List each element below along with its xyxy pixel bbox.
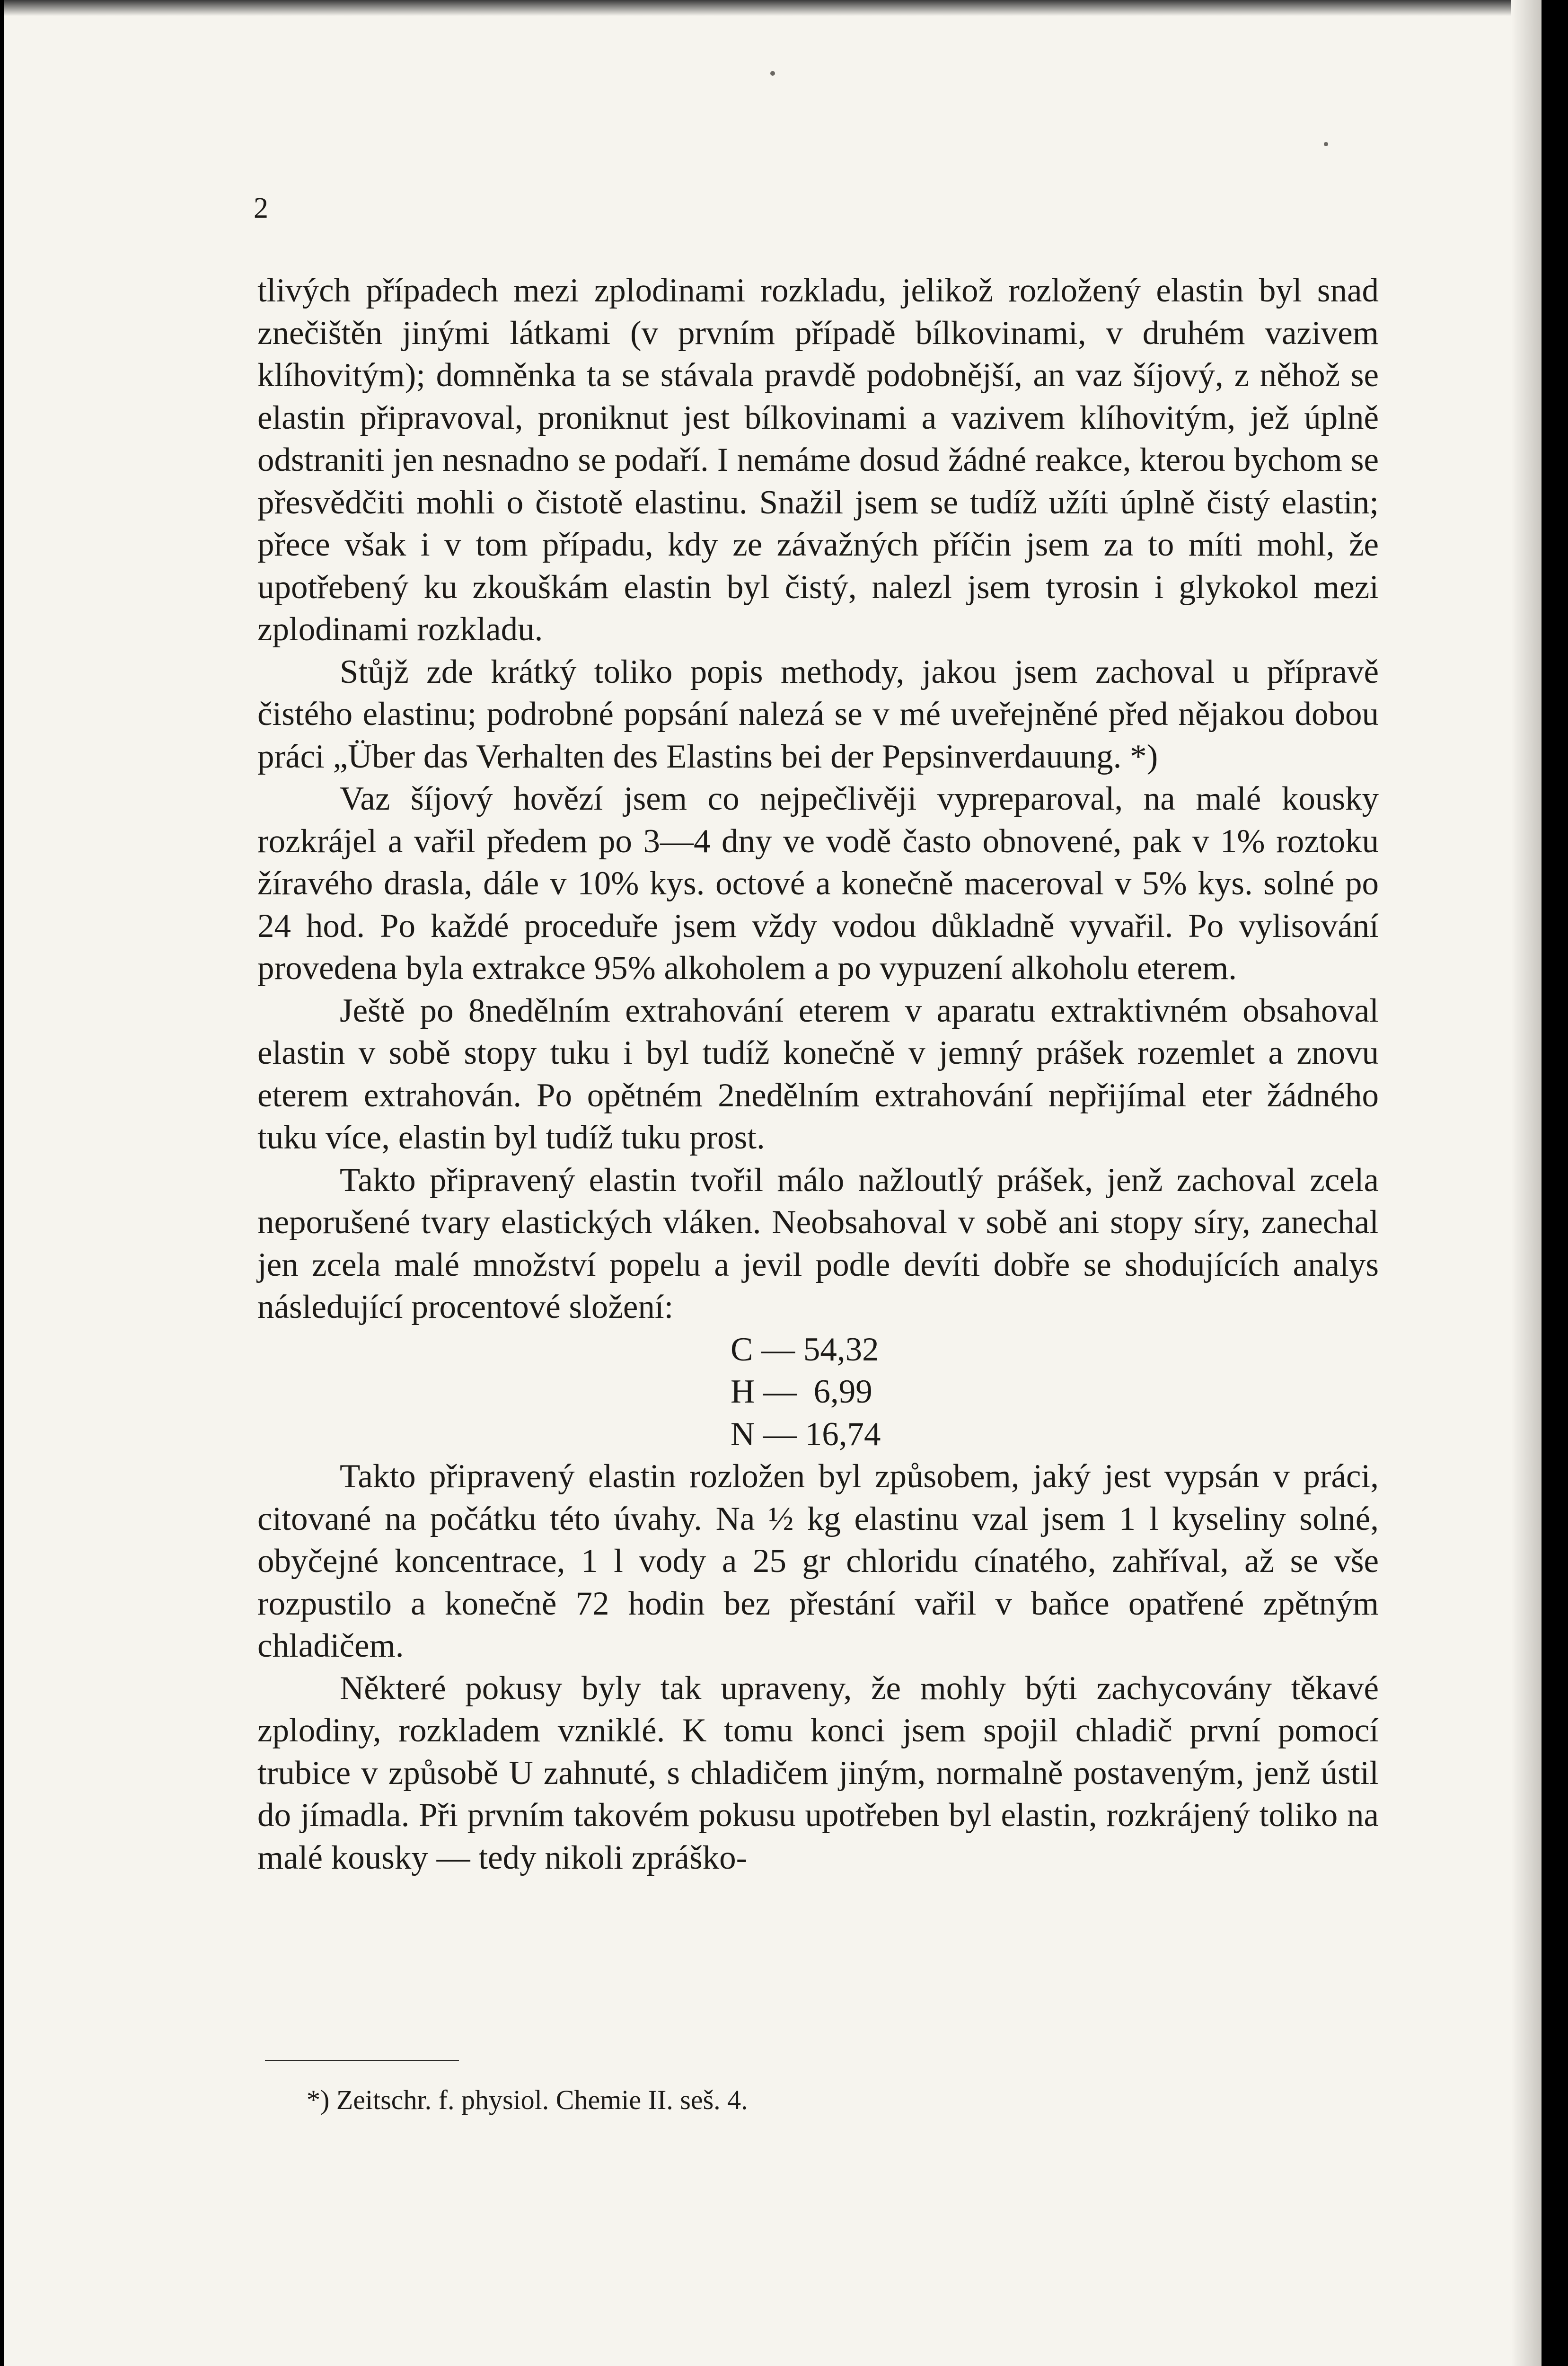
- scanned-page: [4, 0, 1542, 2366]
- scan-shadow-top: [4, 0, 1542, 16]
- scan-shadow-right: [1511, 0, 1542, 2366]
- composition-hydrogen: H — 6,99: [731, 1373, 872, 1410]
- composition-table: [731, 1329, 1014, 1456]
- paragraph: Stůjž zde krátký toliko popis methody, jakou jsem zachoval u přípravě čistého elastinu; podrobné popsání nalezá se v mé uveřejněné před nějakou dobou práci „Über das Verhalten des Elastins bei der Pepsinverdauung. *): [257, 653, 1379, 775]
- paragraph: Vaz šíjový hovězí jsem co nejpečlivěji vypreparoval, na malé kousky rozkrájel a vařil předem po 3—4 dny ve vodě často obnovené, pak v 1% roztoku žíravého drasla, dále v 10% kys. octové a konečně maceroval v 5% kys. solné po 24 hod. Po každé proceduře jsem vždy vodou důkladně vyvařil. Po vylisování provedena byla extrakce 95% alkoholem a po vypuzení alkoholu eterem.: [257, 780, 1379, 987]
- paragraph: Ještě po 8nedělním extrahování eterem v aparatu extraktivném obsahoval elastin v sobě stopy tuku i byl tudíž konečně v jemný prášek rozemlet a znovu eterem extrahován. Po opětném 2nedělním extrahování nepřijímal eter žádného tuku více, elastin byl tudíž tuku prost.: [257, 992, 1379, 1156]
- composition-carbon: C — 54,32: [731, 1331, 879, 1368]
- page-number: 2: [254, 192, 268, 224]
- speck: [1324, 142, 1328, 146]
- footnote: *) Zeitschr. f. physiol. Chemie II. seš. 4.: [307, 2084, 748, 2115]
- body-text: [257, 270, 1379, 1879]
- footnote-divider: [265, 2060, 459, 2061]
- speck: [770, 71, 775, 76]
- paragraph: Některé pokusy byly tak upraveny, že mohly býti zachycovány těkavé zplodiny, rozkladem vzniklé. K tomu konci jsem spojil chladič první pomocí trubice v způsobě U zahnuté, s chladičem jiným, normalně postaveným, jenž ústil do jímadla. Při prvním takovém pokusu upotřeben byl elastin, rozkrájený toliko na malé kousky — tedy nikoli zpráško-: [257, 1669, 1379, 1876]
- composition-nitrogen: N — 16,74: [731, 1415, 881, 1453]
- paragraph: Takto připravený elastin rozložen byl způsobem, jaký jest vypsán v práci, citované na počátku této úvahy. Na ½ kg elastinu vzal jsem 1 l kyseliny solné, obyčejné koncentrace, 1 l vody a 25 gr chloridu cínatého, zahříval, až se vše rozpustilo a konečně 72 hodin bez přestání vařil v baňce opatřené zpětným chladičem.: [257, 1458, 1379, 1664]
- paragraph: Takto připravený elastin tvořil málo nažloutlý prášek, jenž zachoval zcela neporušené tvary elastických vláken. Neobsahoval v sobě ani stopy síry, zanechal jen zcela malé množství popelu a jevil podle devíti dobře se shodujících analys následující procentové složení:: [257, 1161, 1379, 1325]
- paragraph: tlivých případech mezi zplodinami rozkladu, jelikož rozložený elastin byl snad znečištěn jinými látkami (v prvním případě bílkovinami, v druhém vazivem klíhovitým); domněnka ta se stávala pravdě podobnější, an vaz šíjový, z něhož se elastin připravoval, proniknut jest bílkovinami a vazivem klíhovitým, jež úplně odstraniti jen nesnadno se podaří. I nemáme dosud žádné reakce, kterou bychom se přesvědčiti mohli o čistotě elastinu. Snažil jsem se tudíž užíti úplně čistý elastin; přece však i v tom případu, kdy ze závažných příčin jsem za to míti mohl, že upotřebený ku zkouškám elastin byl čistý, nalezl jsem tyrosin i glykokol mezi zplodinami rozkladu.: [257, 272, 1379, 648]
